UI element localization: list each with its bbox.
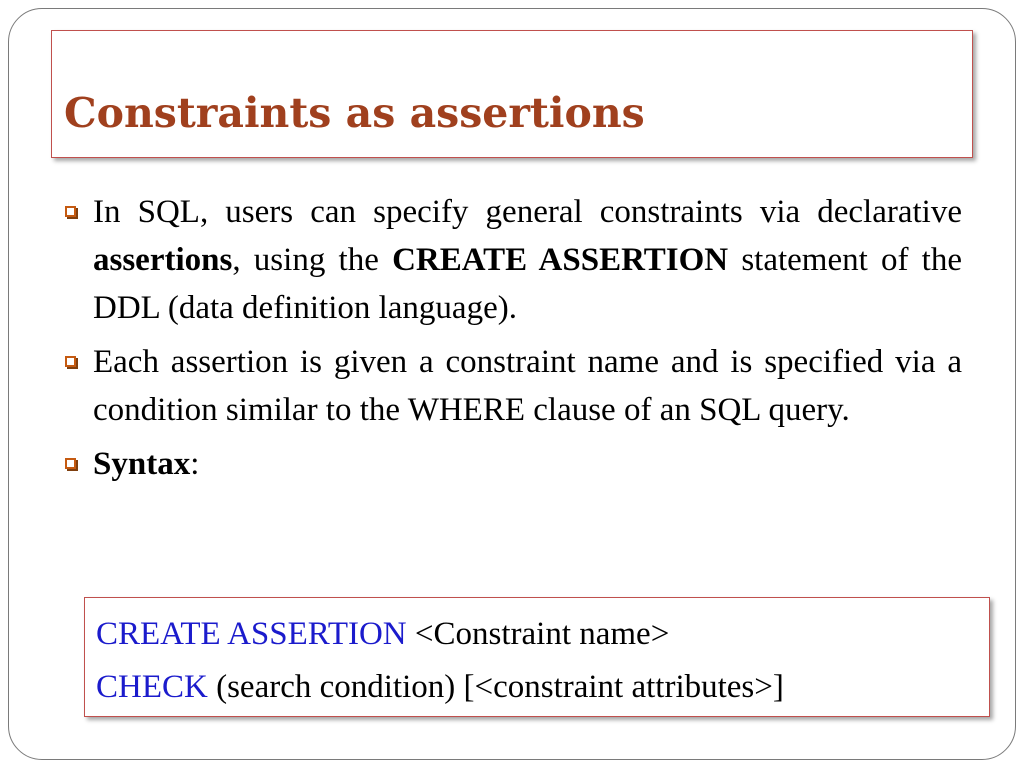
bullet-list (62, 188, 962, 494)
syntax-keyword: CREATE ASSERTION (96, 616, 407, 652)
slide-title: Constraints as assertions (64, 89, 645, 137)
bullet-text-part: , using the (232, 242, 393, 278)
syntax-line (96, 661, 989, 714)
bullet-text-part: Syntax (93, 446, 191, 482)
bullet-text-part: In SQL, users can specify general constraints via declarative (93, 194, 962, 230)
square-bullet-icon (65, 458, 76, 469)
bullet-item (62, 440, 962, 488)
bullet-text-part: : (190, 446, 200, 482)
square-bullet-icon (65, 206, 76, 217)
bullet-item (62, 188, 962, 332)
syntax-text: <Constraint name> (406, 616, 670, 652)
bullet-text-part: Each assertion is given a constraint name and is specified via a condition similar to the WHERE clause of an SQL query. (93, 344, 962, 428)
bullet-text-part: CREATE ASSERTION (392, 242, 729, 278)
syntax-text: (search condition) [<constraint attributes>] (207, 669, 784, 705)
syntax-box (84, 597, 990, 717)
syntax-line (96, 608, 989, 661)
bullet-text-part: statement of the DDL (data definition language). (93, 242, 963, 326)
syntax-keyword: CHECK (96, 669, 208, 705)
bullet-item (62, 338, 962, 434)
bullet-text-part: assertions (93, 242, 233, 278)
title-box (51, 30, 973, 158)
square-bullet-icon (65, 356, 76, 367)
